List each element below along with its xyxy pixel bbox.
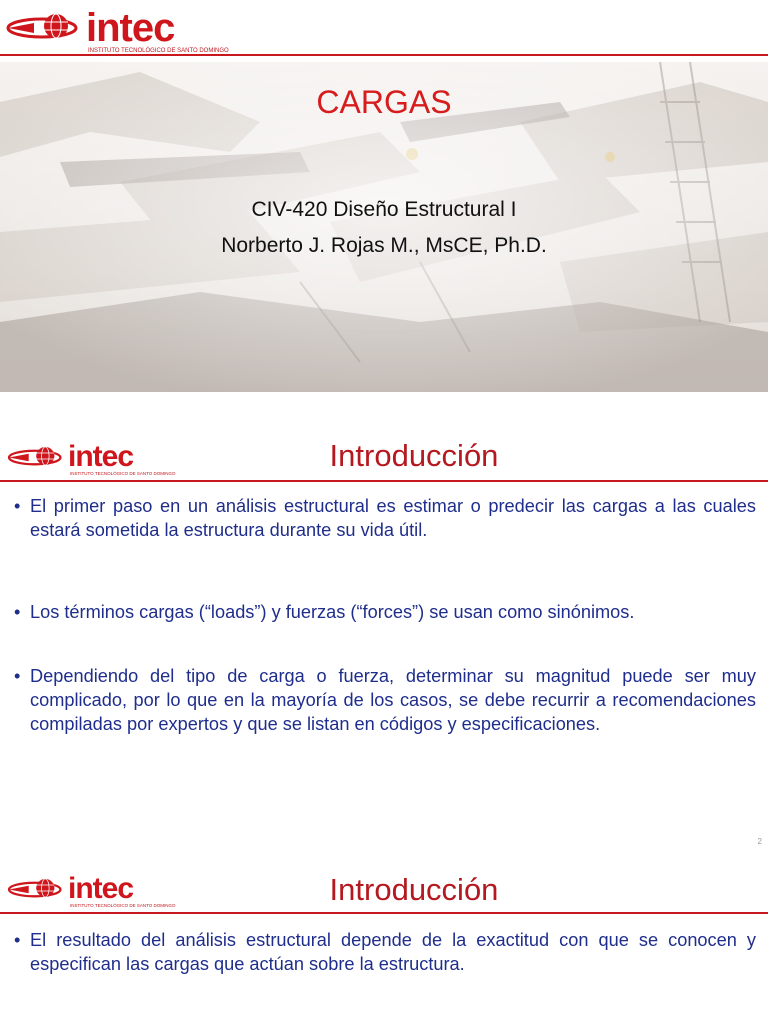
slide-title: Introducción <box>329 438 499 473</box>
title-slide <box>0 0 768 392</box>
header-rule <box>0 480 768 482</box>
bullet-list <box>14 928 756 976</box>
bullet-item: • El resultado del análisis estructural depende de la exactitud con que se conocen y especifican las cargas que actúan sobre la estructura. <box>14 928 756 976</box>
logo-wordmark: intec <box>86 6 175 50</box>
intro-slide-2 <box>0 858 768 1024</box>
intec-logo <box>4 8 229 54</box>
bullet-item: • Dependiendo del tipo de carga o fuerza, determinar su magnitud puede ser muy complicado, por lo que en la mayoría de los casos, se debe recurrir a recomendaciones compiladas por expertos y que se listan en códigos y especificaciones. <box>14 664 756 736</box>
presentation-title: CARGAS <box>316 84 452 120</box>
logo-subtitle: INSTITUTO TECNOLÓGICO DE SANTO DOMINGO <box>70 903 176 908</box>
header-rule <box>0 912 768 914</box>
logo-wordmark: intec <box>68 440 134 473</box>
bullet-item: • Los términos cargas (“loads”) y fuerzas (“forces”) se usan como sinónimos. <box>14 600 756 624</box>
slide-title: Introducción <box>329 872 499 907</box>
intec-logo <box>6 442 176 477</box>
intro-slide-1 <box>0 398 768 852</box>
bullet-list <box>14 494 756 736</box>
author-name: Norberto J. Rojas M., MsCE, Ph.D. <box>221 234 547 257</box>
page-number: 2 <box>757 837 762 846</box>
globe-logo-icon <box>4 8 86 44</box>
header-rule <box>0 54 768 56</box>
intec-logo <box>6 874 176 909</box>
logo-subtitle: INSTITUTO TECNOLÓGICO DE SANTO DOMINGO <box>70 471 176 476</box>
globe-logo-icon <box>6 874 68 902</box>
course-name: CIV-420 Diseño Estructural I <box>251 198 517 221</box>
globe-logo-icon <box>6 442 68 470</box>
logo-wordmark: intec <box>68 872 134 905</box>
bullet-item: • El primer paso en un análisis estructural es estimar o predecir las cargas a las cuales estará sometida la estructura durante su vida útil. <box>14 494 756 542</box>
logo-subtitle: INSTITUTO TECNOLÓGICO DE SANTO DOMINGO <box>88 48 229 54</box>
